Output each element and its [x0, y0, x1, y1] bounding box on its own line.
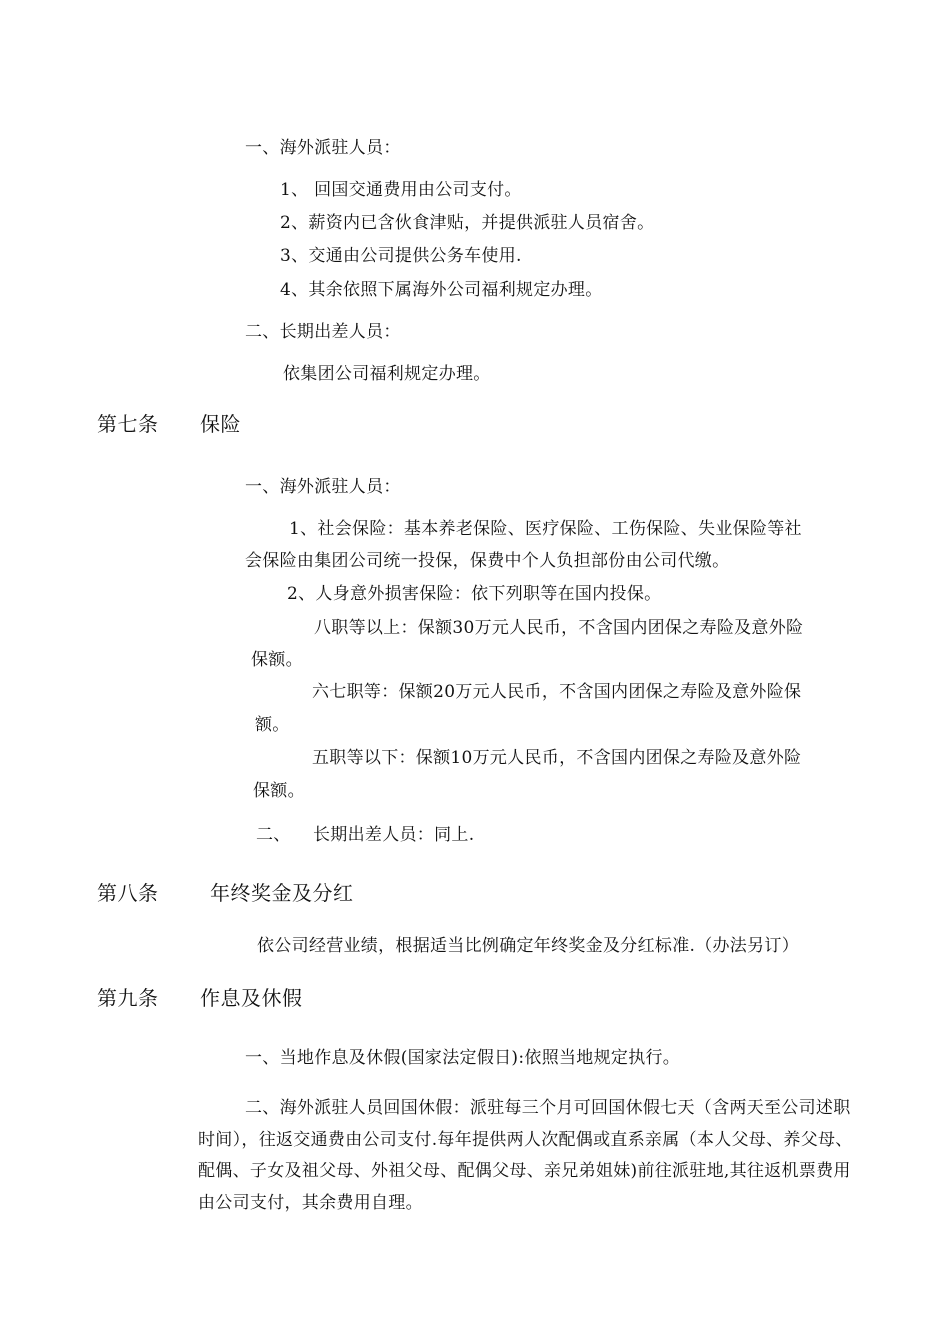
s6-p2-text: 依集团公司福利规定办理。: [283, 364, 491, 384]
art7-title: 保险: [200, 412, 241, 436]
art8-number: 第八条: [97, 881, 159, 905]
art7-grade67-line1: 六七职等：保额20万元人民币，不含国内团保之寿险及意外险保: [312, 682, 802, 702]
s6-p1-heading: 一、海外派驻人员：: [245, 138, 401, 158]
art8-title: 年终奖金及分红: [210, 881, 354, 905]
s6-p1-item3: 3、交通由公司提供公务车使用.: [280, 246, 522, 266]
art7-grade67-line2: 额。: [255, 715, 290, 735]
art7-grade8-line1: 八职等以上：保额30万元人民币，不含国内团保之寿险及意外险: [314, 618, 804, 638]
art9-title: 作息及休假: [200, 986, 303, 1010]
art7-heading: [97, 411, 241, 437]
art7-item2: 2、人身意外损害保险：依下列职等在国内投保。: [287, 584, 662, 604]
art7-p2-number: 二、: [256, 825, 291, 845]
art9-p1: 一、当地作息及休假(国家法定假日):依照当地规定执行。: [245, 1048, 681, 1068]
s6-p1-item2: 2、薪资内已含伙食津贴，并提供派驻人员宿舍。: [280, 213, 655, 233]
art8-heading: [97, 880, 354, 906]
art9-heading: [97, 985, 303, 1011]
art7-p1-heading: 一、海外派驻人员：: [245, 477, 401, 497]
s6-p1-item1: 1、 回国交通费用由公司支付。: [280, 180, 522, 200]
art7-grade5-line1: 五职等以下：保额10万元人民币，不含国内团保之寿险及意外险: [312, 748, 802, 768]
art7-item1-line2: 会保险由集团公司统一投保，保费中个人负担部份由公司代缴。: [245, 551, 730, 571]
art7-item1-line1: 1、社会保险：基本养老保险、医疗保险、工伤保险、失业保险等社: [289, 519, 802, 539]
art8-text: 依公司经营业绩，根据适当比例确定年终奖金及分红标准.（办法另订）: [257, 936, 800, 956]
art9-number: 第九条: [97, 986, 159, 1010]
art7-p2-text: 长期出差人员：同上.: [313, 825, 475, 845]
s6-p2-heading: 二、长期出差人员：: [245, 322, 401, 342]
art9-p2: 二、海外派驻人员回国休假：派驻每三个月可回国休假七天（含两天至公司述职时间），往返交通费由公司支付.每年提供两人次配偶或直系亲属（本人父母、养父母、配偶、子女及祖父母、外祖父母、配偶父母、亲兄弟姐妹)前往派驻地,其往返机票费用由公司支付，其余费用自理。: [198, 1098, 853, 1213]
art7-number: 第七条: [97, 412, 159, 436]
s6-p1-item4: 4、其余依照下属海外公司福利规定办理。: [280, 280, 603, 300]
art7-grade5-line2: 保额。: [253, 781, 305, 801]
art7-grade8-line2: 保额。: [251, 650, 303, 670]
